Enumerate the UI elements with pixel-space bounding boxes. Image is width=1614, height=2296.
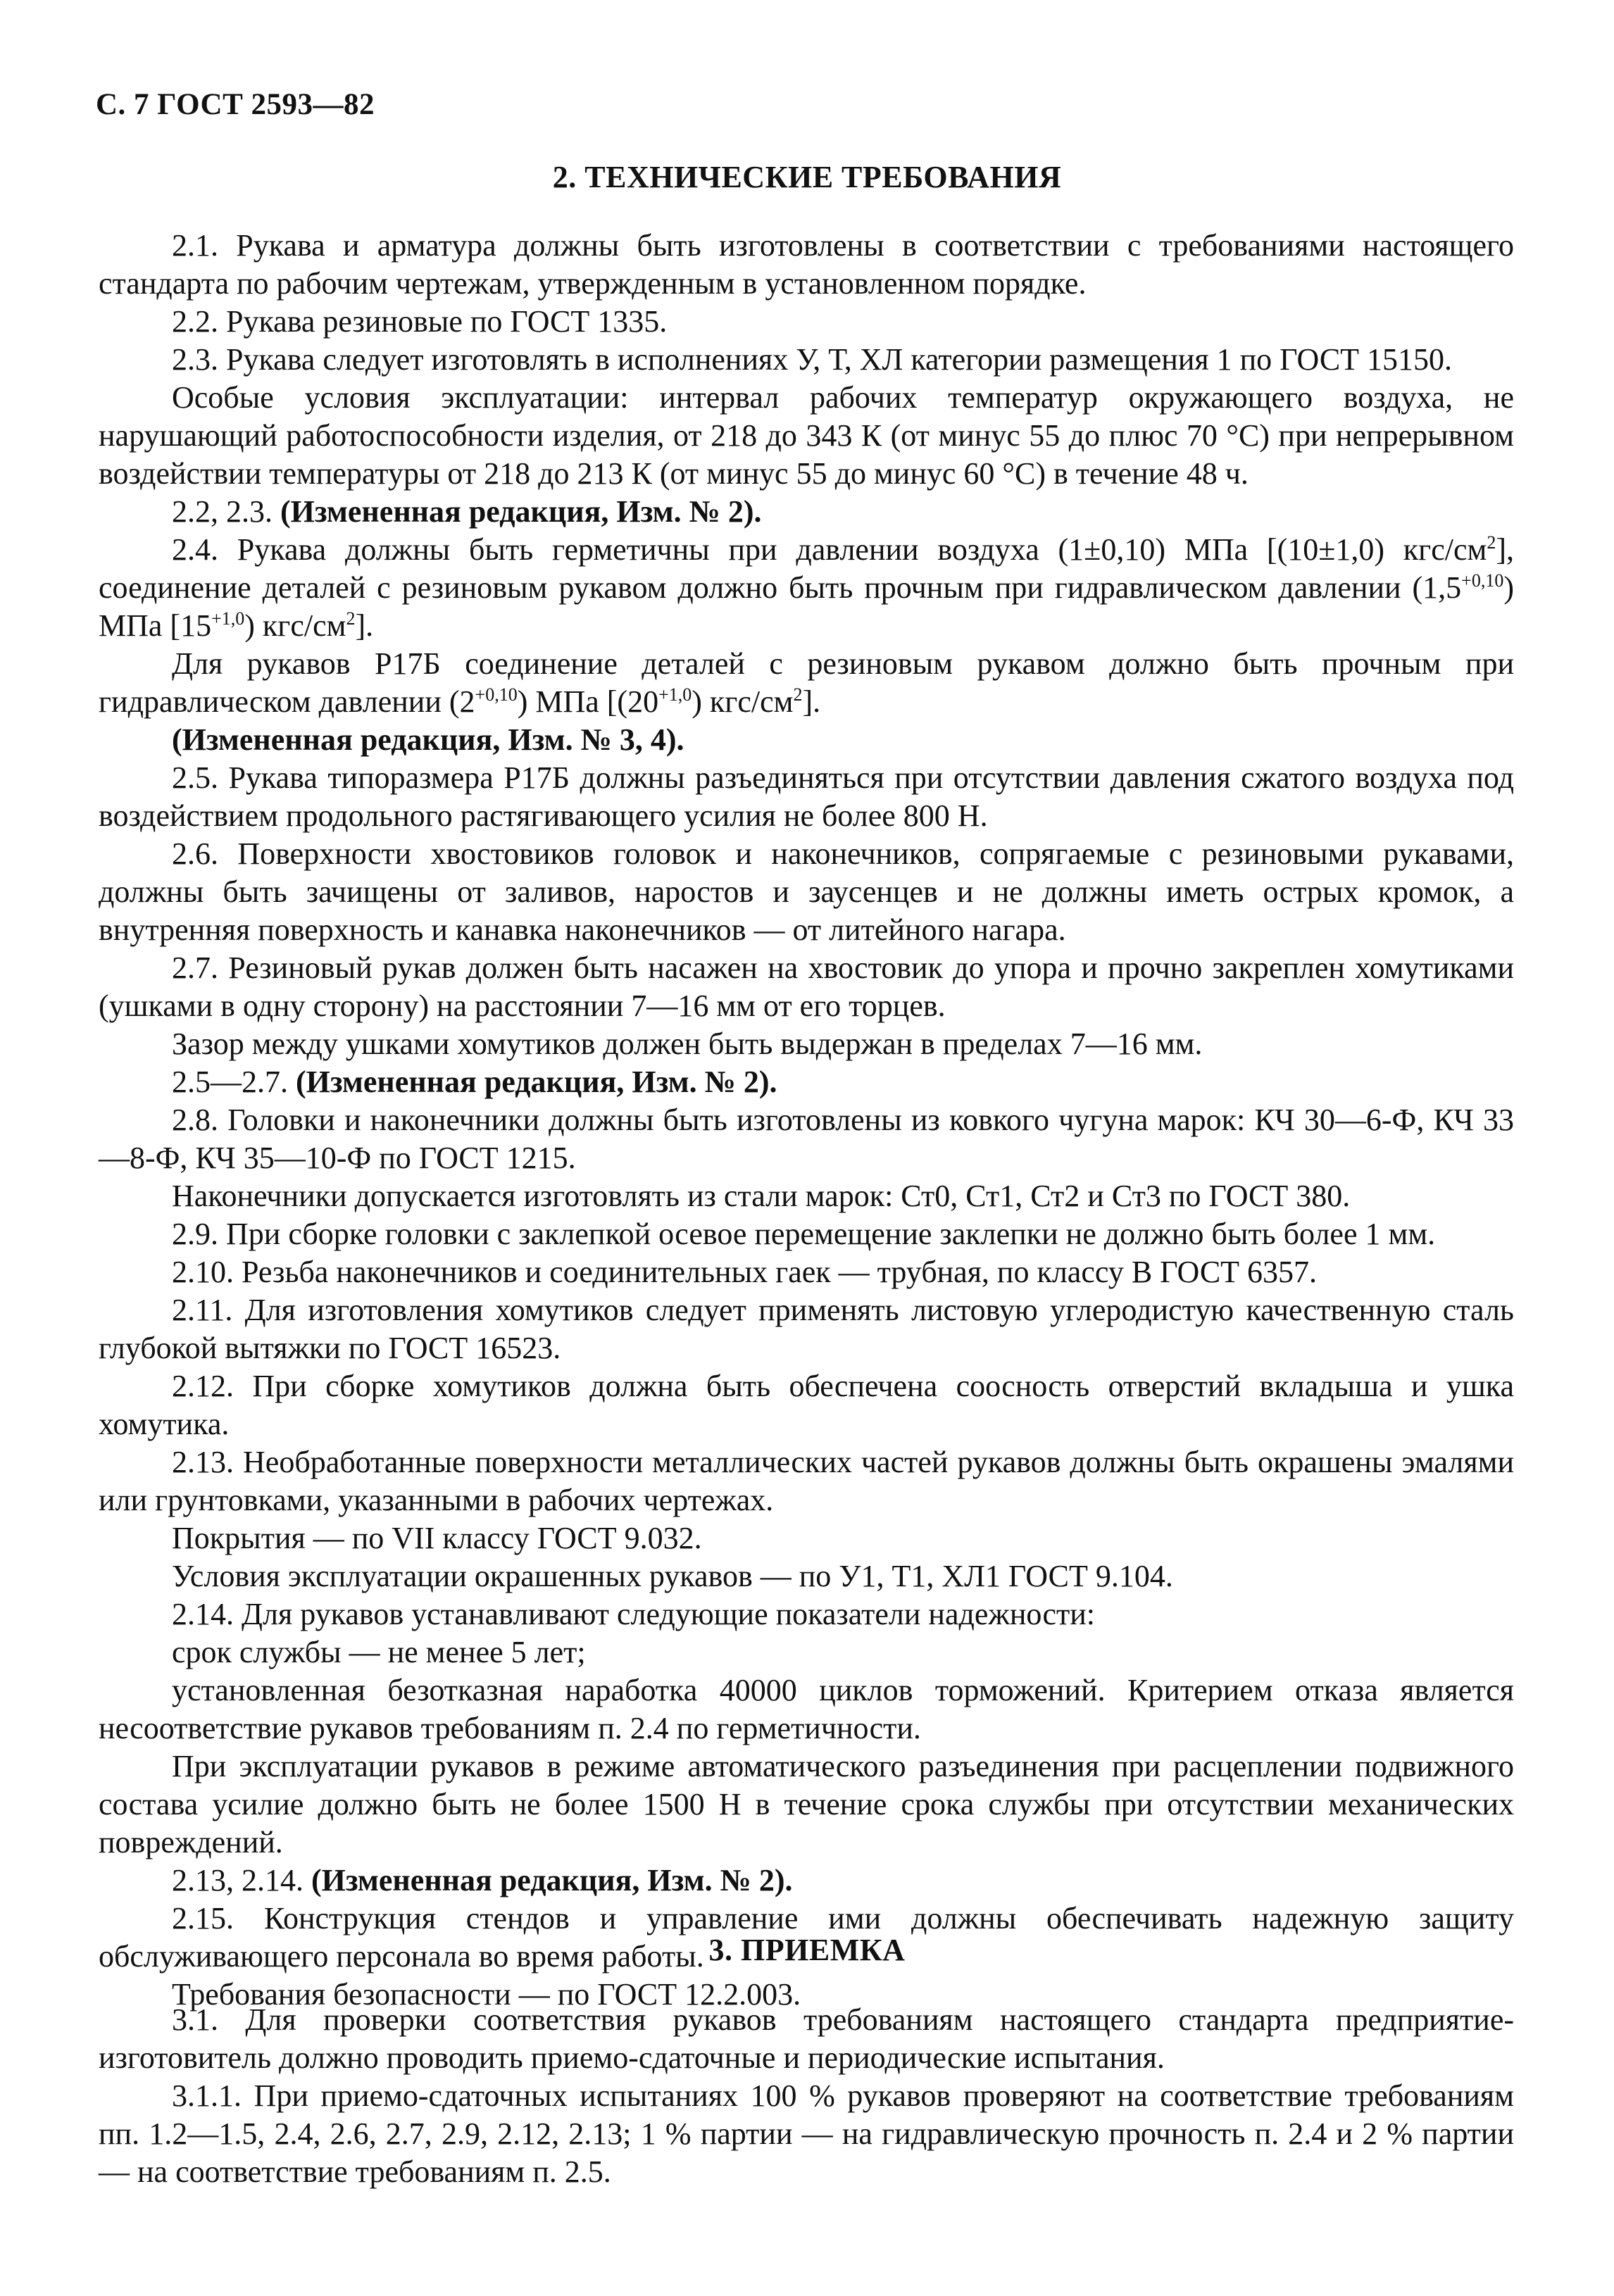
section-3-title: 3. ПРИЕМКА: [708, 1933, 906, 1967]
text-run: ) кгс/см: [692, 684, 794, 719]
text-run: ) МПа [(20: [517, 684, 659, 719]
amendment-note-2-13-2-14: [99, 1862, 1514, 1900]
amendment-note-2-4: [99, 721, 1514, 759]
paragraph-2-5: 2.5. Рукава типоразмера Р17Б должны разъединяться при отсутствии давления сжатого воздуха под воздействием продольного растягивающего усилия не более 800 Н.: [99, 760, 1514, 833]
paragraph-2-7: 2.7. Резиновый рукав должен быть насажен на хвостовик до упора и прочно закреплен хомутиками (ушками в одну сторону) на расстоянии 7—16 мм от его торцев.: [99, 951, 1514, 1023]
amendment-text: (Измененная редакция, Изм. № 2).: [311, 1863, 793, 1897]
text-run: 2.4. Рукава должны быть герметичны при давлении воздуха (1±0,10) МПа [(10±1,0) кгс/см: [172, 532, 1487, 567]
paragraph-2-13: 2.13. Необработанные поверхности металлических частей рукавов должны быть окрашены эмалями или грунтовками, указанными в рабочих чертежах.: [99, 1445, 1514, 1517]
paragraph-2-3: 2.3. Рукава следует изготовлять в исполнениях У, Т, ХЛ категории размещения 1 по ГОСТ 15150.: [172, 342, 1453, 377]
paragraph-2-11: 2.11. Для изготовления хомутиков следует применять листовую углеродистую качественную сталь глубокой вытяжки по ГОСТ 16523.: [99, 1293, 1514, 1365]
superscript: 2: [346, 608, 356, 629]
paragraph-2-2: 2.2. Рукава резиновые по ГОСТ 1335.: [172, 304, 668, 339]
text-run: ].: [355, 608, 374, 643]
amendment-number: 2.5—2.7.: [172, 1065, 288, 1099]
text-run: ) кгс/см: [244, 608, 346, 643]
paragraph-2-1: 2.1. Рукава и арматура должны быть изготовлены в соответствии с требованиями настоящего стандарта по рабочим чертежам, утвержденным в установленном порядке.: [99, 228, 1514, 301]
paragraph-2-13-coatings: Покрытия — по VII классу ГОСТ 9.032.: [172, 1521, 702, 1555]
section-2-title: 2. ТЕХНИЧЕСКИЕ ТРЕБОВАНИЯ: [552, 160, 1062, 194]
paragraph-2-10: 2.10. Резьба наконечников и соединительных гаек — трубная, по классу В ГОСТ 6357.: [172, 1255, 1318, 1289]
amendment-text: (Измененная редакция, Изм. № 2).: [296, 1065, 777, 1099]
text-run: ) МПа [15: [99, 570, 1514, 643]
paragraph-3-1-1: 3.1.1. При приемо-сдаточных испытаниях 100 % рукавов проверяют на соответствие требованиям пп. 1.2—1.5, 2.4, 2.6, 2.7, 2.9, 2.12, 2.13; 1 % партии — на гидравлическую прочность п. 2.4 и 2 % партии — на соответствие требованиям п. 2.5.: [99, 2078, 1514, 2189]
text-run: Для рукавов Р17Б соединение деталей с резиновым рукавом должно быть прочным при гидравлическом давлении (2: [99, 646, 1514, 719]
superscript: +1,0: [658, 684, 692, 705]
amendment-text: (Измененная редакция, Изм. № 2).: [280, 494, 762, 529]
superscript: 2: [1487, 532, 1496, 553]
paragraph-2-15: 2.15. Конструкция стендов и управление ими должны обеспечивать надежную защиту обслуживающего персонала во время работы.: [99, 1901, 1514, 1974]
superscript: +0,10: [475, 684, 518, 705]
superscript: +0,10: [1461, 570, 1504, 591]
section-2-body: [99, 227, 1514, 2014]
paragraph-2-14-service-life: срок службы — не менее 5 лет;: [172, 1635, 586, 1669]
paragraph-2-6: 2.6. Поверхности хвостовиков головок и наконечников, сопрягаемые с резиновыми рукавами, должны быть зачищены от заливов, наростов и заусенцев и не должны иметь острых кромок, а внутренняя поверхность и канавка наконечников — от литейного нагара.: [99, 836, 1514, 947]
paragraph-2-13-conditions: Условия эксплуатации окрашенных рукавов — по У1, Т1, ХЛ1 ГОСТ 9.104.: [172, 1559, 1173, 1593]
paragraph-2-8: 2.8. Головки и наконечники должны быть изготовлены из ковкого чугуна марок: КЧ 30—6-Ф, КЧ 33—8-Ф, КЧ 35—10-Ф по ГОСТ 1215.: [99, 1103, 1514, 1175]
paragraph-3-1: 3.1. Для проверки соответствия рукавов требованиям настоящего стандарта предприятие-изготовитель должно проводить приемо-сдаточные и периодические испытания.: [99, 2002, 1514, 2075]
paragraph-2-14: 2.14. Для рукавов устанавливают следующие показатели надежности:: [172, 1597, 1095, 1631]
paragraph-2-15-safety: Требования безопасности — по ГОСТ 12.2.003.: [172, 1977, 801, 2012]
amendment-note-2-5-2-7: [99, 1063, 1514, 1101]
paragraph-2-9: 2.9. При сборке головки с заклепкой осевое перемещение заклепки не должно быть более 1 мм.: [172, 1217, 1436, 1251]
page-header: С. 7 ГОСТ 2593—82: [96, 88, 375, 121]
paragraph-2-4: [99, 531, 1514, 645]
paragraph-2-3-conditions: Особые условия эксплуатации: интервал рабочих температур окружающего воздуха, не нарушающий работоспособности изделия, от 218 до 343 К (от минус 55 до плюс 70 °С) при непрерывном воздействии температуры от 218 до 213 К (от минус 55 до минус 60 °С) в течение 48 ч.: [99, 380, 1514, 491]
superscript: +1,0: [211, 608, 245, 629]
amendment-text: (Измененная редакция, Изм. № 3, 4).: [172, 722, 684, 757]
amendment-note-2-2-2-3: [99, 493, 1514, 531]
amendment-number: 2.2, 2.3.: [172, 494, 273, 529]
section-3-body: [99, 2001, 1514, 2191]
paragraph-2-8-steel: Наконечники допускается изготовлять из стали марок: Ст0, Ст1, Ст2 и Ст3 по ГОСТ 380.: [172, 1179, 1351, 1213]
amendment-number: 2.13, 2.14.: [172, 1863, 304, 1897]
text-run: ], соединение деталей с резиновым рукавом должно быть прочным при гидравлическом давлении (1,5: [99, 532, 1514, 605]
paragraph-2-14-force: При эксплуатации рукавов в режиме автоматического разъединения при расцеплении подвижного состава усилие должно быть не более 1500 Н в течение срока службы при отсутствии механических повреждений.: [99, 1749, 1514, 1859]
text-run: ].: [802, 684, 821, 719]
paragraph-2-4-r17b: [99, 645, 1514, 721]
paragraph-2-7-gap: Зазор между ушками хомутиков должен быть выдержан в пределах 7—16 мм.: [172, 1027, 1203, 1061]
paragraph-2-14-mtbf: установленная безотказная наработка 40000 циклов торможений. Критерием отказа является несоответствие рукавов требованиям п. 2.4 по герметичности.: [99, 1673, 1514, 1745]
superscript: 2: [793, 684, 803, 705]
paragraph-2-12: 2.12. При сборке хомутиков должна быть обеспечена соосность отверстий вкладыша и ушка хомутика.: [99, 1369, 1514, 1441]
